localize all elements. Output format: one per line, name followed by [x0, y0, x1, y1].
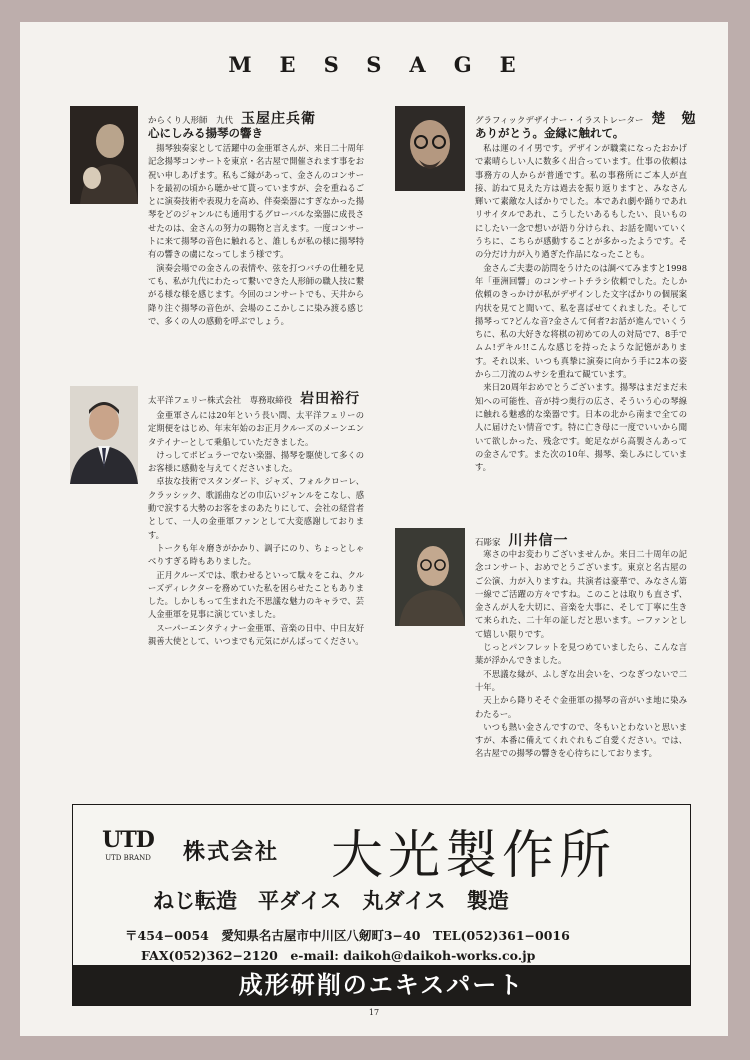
entry-3-role: グラフィックデザイナー・イラストレーター 楚 勉	[475, 111, 697, 127]
paragraph: 卓抜な技術でスタンダード、ジャズ、フォルクローレ、クラッシック、歌謡曲などの巾広いジャンルをこなし、感動で涙する大勢のお客をまのあたりにして、会社の経営者として、一人の金亜軍ファンとして大変感謝しております。	[148, 476, 364, 540]
page-heading: MESSAGE	[228, 52, 544, 77]
entry-3-subtitle: ありがとう。金縁に触れて。	[475, 126, 625, 140]
paragraph: 正月クルーズでは、歌わせるといって駄々をこね、クルーズディレクターを務めていた私を困らせたこともありました。しかしもって生まれた不思議な魅力のキャラで、芸人金亜軍を見事に演じていました。	[148, 569, 364, 620]
portrait-executive-icon	[70, 386, 138, 484]
paragraph: スーパーエンタティナー金亜軍、音楽の日中、中日友好親善大使として、いつまでも元気にがんばってください。	[148, 622, 364, 647]
puppet-master-photo	[70, 106, 138, 204]
page-number: 17	[368, 1008, 380, 1017]
sculptor-photo	[395, 528, 465, 626]
paragraph: 金さんご夫妻の訪問をうけたのは調べてみますと1998年「亜洲回響」のコンサートチラシ依頼でした。たしか依頼のきっかけが私がデザインした文字ばかりの個展案内状を見てと聞いて、私を喜ばせてくれました。そして揚琴って?どんな音?金さんて何者?お話が進んでいくうちに、私の大好きな将棋の初めての人の対局で7、8手でムム!デキル!!こんな感じを持ったような記憶があります。それ以来、いつも真摯に演奏に向かう手に2本の姿から二刀流のムサシを重ねて観ています。	[475, 262, 687, 380]
paragraph: 私は運のイイ男です。デザインが職業になったおかげで素晴らしい人に数多く出合っています。仕事の依頼は事務方の人からが普通です。私の事務所にご本人が直接、訪ねて見えた方は過去を振り返りますと、みなさん輝いて素敵な人ばかりでした。本であれ劇や踊りであれリサイタルであれ、こうしたいあるもしたい、良いものにしたい一念で想いが語り分けられ、お話を聞いていくうちに、こちらが感動することが多かったようです。その分だけ力が入り過ぎた作品になったことも。	[475, 143, 687, 260]
company-advertisement	[72, 804, 691, 1006]
paragraph: 来日20周年おめでとうございます。揚琴はまだまだ未知への可能性、音が持つ奥行の広さ、そういう心の琴線に触れる魅惑的な楽器です。日本の北から南まで全ての人に届けたい情音です。特に亡き母に一度でいいから聞いて欲しかった、残念です。蛇足ながら高製さんあっての金さんです。また次の10年、揚琴、楽しみにしています。	[475, 382, 687, 473]
paragraph: じっとパンフレットを見つめていましたら、こんな言葉が浮かんできました。	[475, 642, 687, 666]
entry-1-subtitle: 心にしみる揚琴の響き	[148, 126, 263, 140]
paragraph: トークも年々磨きがかかり、調子にのり、ちょっとしゃべりすぎる時もありました。	[148, 542, 364, 567]
services-line: ねじ転造 平ダイス 丸ダイス 製造	[153, 888, 509, 913]
entry-4-name: 川井信一	[508, 533, 569, 549]
portrait-puppet-master-icon	[70, 106, 138, 204]
logo-mark: UTD	[102, 827, 154, 853]
entry-4-body	[475, 548, 687, 761]
entry-1-role: からくり人形師 九代 玉屋庄兵衛	[148, 111, 317, 127]
entry-2-name: 岩田裕行	[300, 391, 361, 407]
entry-1-name: 玉屋庄兵衛	[241, 111, 317, 127]
entry-1-body	[148, 142, 364, 328]
entry-3-body	[475, 142, 687, 474]
designer-photo	[395, 106, 465, 191]
entry-2-body	[148, 409, 364, 648]
contact-line: FAX(052)362−2120 e-mail: daikoh@daikoh-works.co.jp	[141, 948, 536, 963]
paragraph: けっしてポピュラーでない楽器、揚琴を駆使して多くのお客様に感動を与えてくださいました。	[148, 449, 364, 474]
tagline-banner: 成形研削のエキスパート	[73, 965, 690, 1005]
paragraph: 金亜軍さんには20年という長い間、太平洋フェリーの定期便をはじめ、年末年始のお正月クルーズのメーンエンタテイナーとして乗船していただきました。	[148, 410, 364, 447]
magazine-page	[20, 22, 728, 1036]
company-name: 大光製作所	[331, 826, 617, 886]
paragraph: 演奏会場での金さんの表情や、弦を打つバチの仕種を見ても、私が九代にわたって繋いできた人形師の職人技に繋がる様な様を感じます。今回のコンサートでも、天井から降り注ぐ揚琴の音色が、会場のここかしこに染み渡る感じで、多くの人の感動を呼ぶでしょう。	[148, 262, 364, 326]
company-type: 株式会社	[183, 839, 280, 865]
entry-2-role: 太平洋フェリー株式会社 専務取締役 岩田裕行	[148, 391, 361, 407]
portrait-designer-icon	[395, 106, 465, 191]
entry-3-name: 楚 勉	[651, 111, 697, 127]
entry-4-role: 石彫家 川井信一	[475, 533, 569, 549]
portrait-sculptor-icon	[395, 528, 465, 626]
paragraph: 揚琴独奏家として活躍中の金亜軍さんが、来日二十周年記念揚琴コンサートを東京・名古屋で開催されます事をお祝い申しあげます。私もご縁があって、金さんのコンサートを最初の頃から聴かせて貰っていますが、会を重ねるごとに演奏技術や表現力を高め、伴奏楽器にすぎなかった揚琴をどのジャンルにも通用するグローバルな楽器に成長させたのは、金さんの努力の賜物と言えます。一度コンサートに来て揚琴の音色に触れると、誰しもが私の様に揚琴特有の響きの虜になってしまう様です。	[148, 143, 364, 260]
paragraph: 不思議な縁が、ふしぎな出会いを、つなぎつないで二十年。	[475, 668, 687, 692]
paragraph: 天上から降りそそぐ金亜軍の揚琴の音がいま地に染みわたるー。	[475, 695, 687, 719]
company-logo	[98, 827, 158, 871]
executive-photo	[70, 386, 138, 484]
paragraph: いつも熱い金さんですので、冬もいとわないと思いますが、本番に備えてくれぐれもご自愛ください。では、名古屋での揚琴の響きを心待ちにしております。	[475, 721, 687, 759]
paragraph: 寒さの中お変わりございませんか。来日二十周年の記念コンサート、おめでとうございます。東京と名古屋のご公演、力が入りますね。共演者は豪華で、みなさん第一線でご活躍の方々ですね。このことは取りも直さず、金さんが人を大切に、音楽を大事に、そして丁寧に生きて来られた、二十年の証しだと思います。ーファンとして嬉しい限りです。	[475, 549, 687, 639]
address-line: 〒454−0054 愛知県名古屋市中川区八剱町3−40 TEL(052)361−0016	[125, 928, 570, 943]
logo-brand: UTD BRAND	[105, 854, 151, 862]
